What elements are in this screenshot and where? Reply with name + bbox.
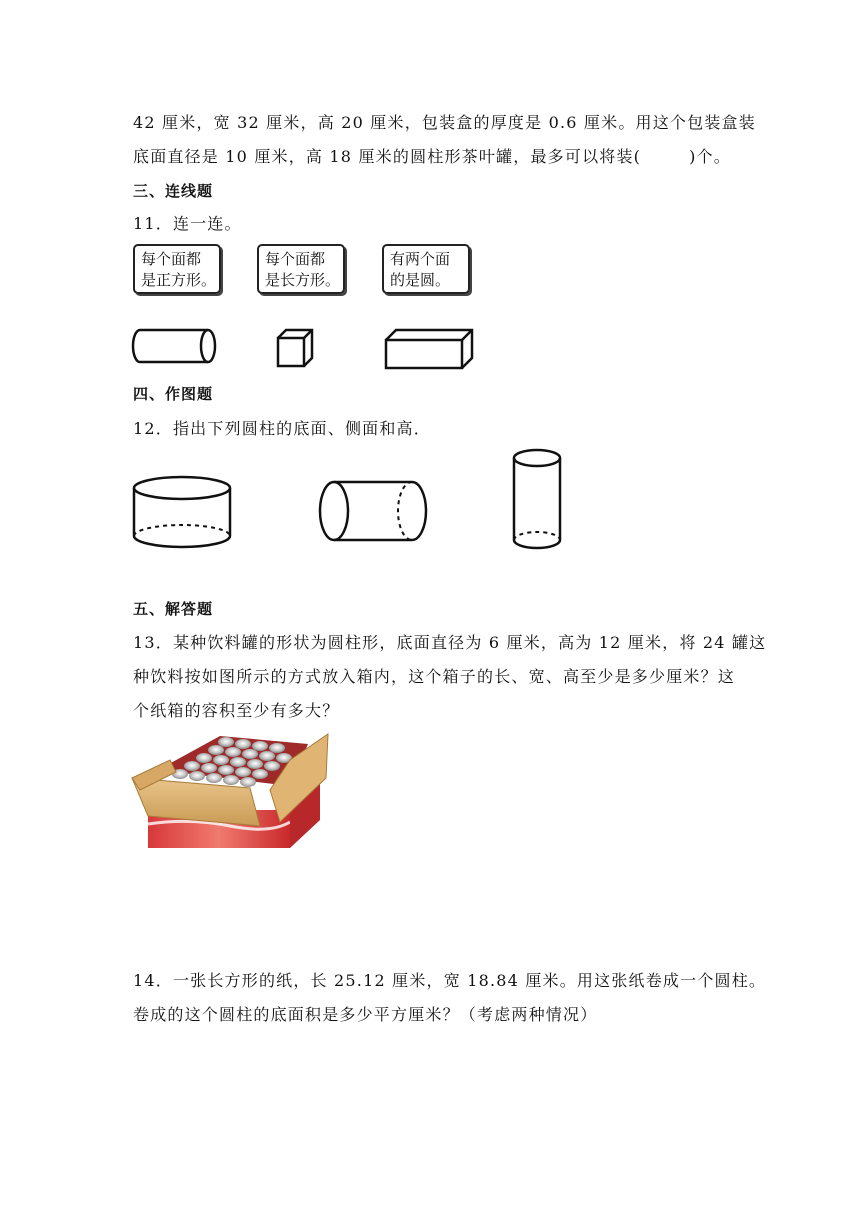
q11-prompt: 11．连一连。 — [133, 214, 242, 233]
cylinder-lying-icon — [130, 326, 222, 368]
q10-line-1: 42 厘米，宽 32 厘米，高 20 厘米，包装盒的厚度是 0.6 厘米。用这个包装盒装 — [133, 113, 756, 132]
q14-line-1: 14．一张长方形的纸，长 25.12 厘米，宽 18.84 厘米。用这张纸卷成一个圆柱。 — [133, 971, 767, 990]
q10-line-2 — [133, 144, 731, 167]
section-3-heading: 三、连线题 — [133, 182, 214, 200]
horizontal-cylinder-icon — [316, 478, 434, 544]
cube-icon — [276, 328, 316, 370]
section-5-heading: 五、解答题 — [133, 600, 214, 618]
q12-prompt: 12．指出下列圆柱的底面、侧面和高． — [133, 419, 431, 438]
cuboid-icon — [384, 328, 474, 372]
q10-line-2-end: )个。 — [689, 147, 731, 166]
label-box-circle-faces: 有两个面 的是圆。 — [382, 244, 470, 294]
section-4-heading: 四、作图题 — [133, 385, 214, 403]
tall-cylinder-icon — [510, 448, 564, 554]
q10-line-2-text: 底面直径是 10 厘米，高 18 厘米的圆柱形茶叶罐，最多可以将装( — [133, 147, 642, 166]
q13-line-1: 13．某种饮料罐的形状为圆柱形，底面直径为 6 厘米，高为 12 厘米，将 24 罐这 — [133, 633, 767, 652]
label-box-rectangle-faces: 每个面都 是长方形。 — [257, 244, 345, 294]
q13-line-3: 个纸箱的容积至少有多大？ — [133, 701, 340, 720]
short-cylinder-icon — [130, 474, 234, 552]
cans-in-box-image — [130, 730, 330, 852]
q14-line-2: 卷成的这个圆柱的底面积是多少平方厘米？（考虑两种情况） — [133, 1005, 598, 1024]
q13-line-2: 种饮料按如图所示的方式放入箱内，这个箱子的长、宽、高至少是多少厘米？这 — [133, 667, 736, 686]
label-box-square-faces: 每个面都 是正方形。 — [133, 244, 221, 294]
